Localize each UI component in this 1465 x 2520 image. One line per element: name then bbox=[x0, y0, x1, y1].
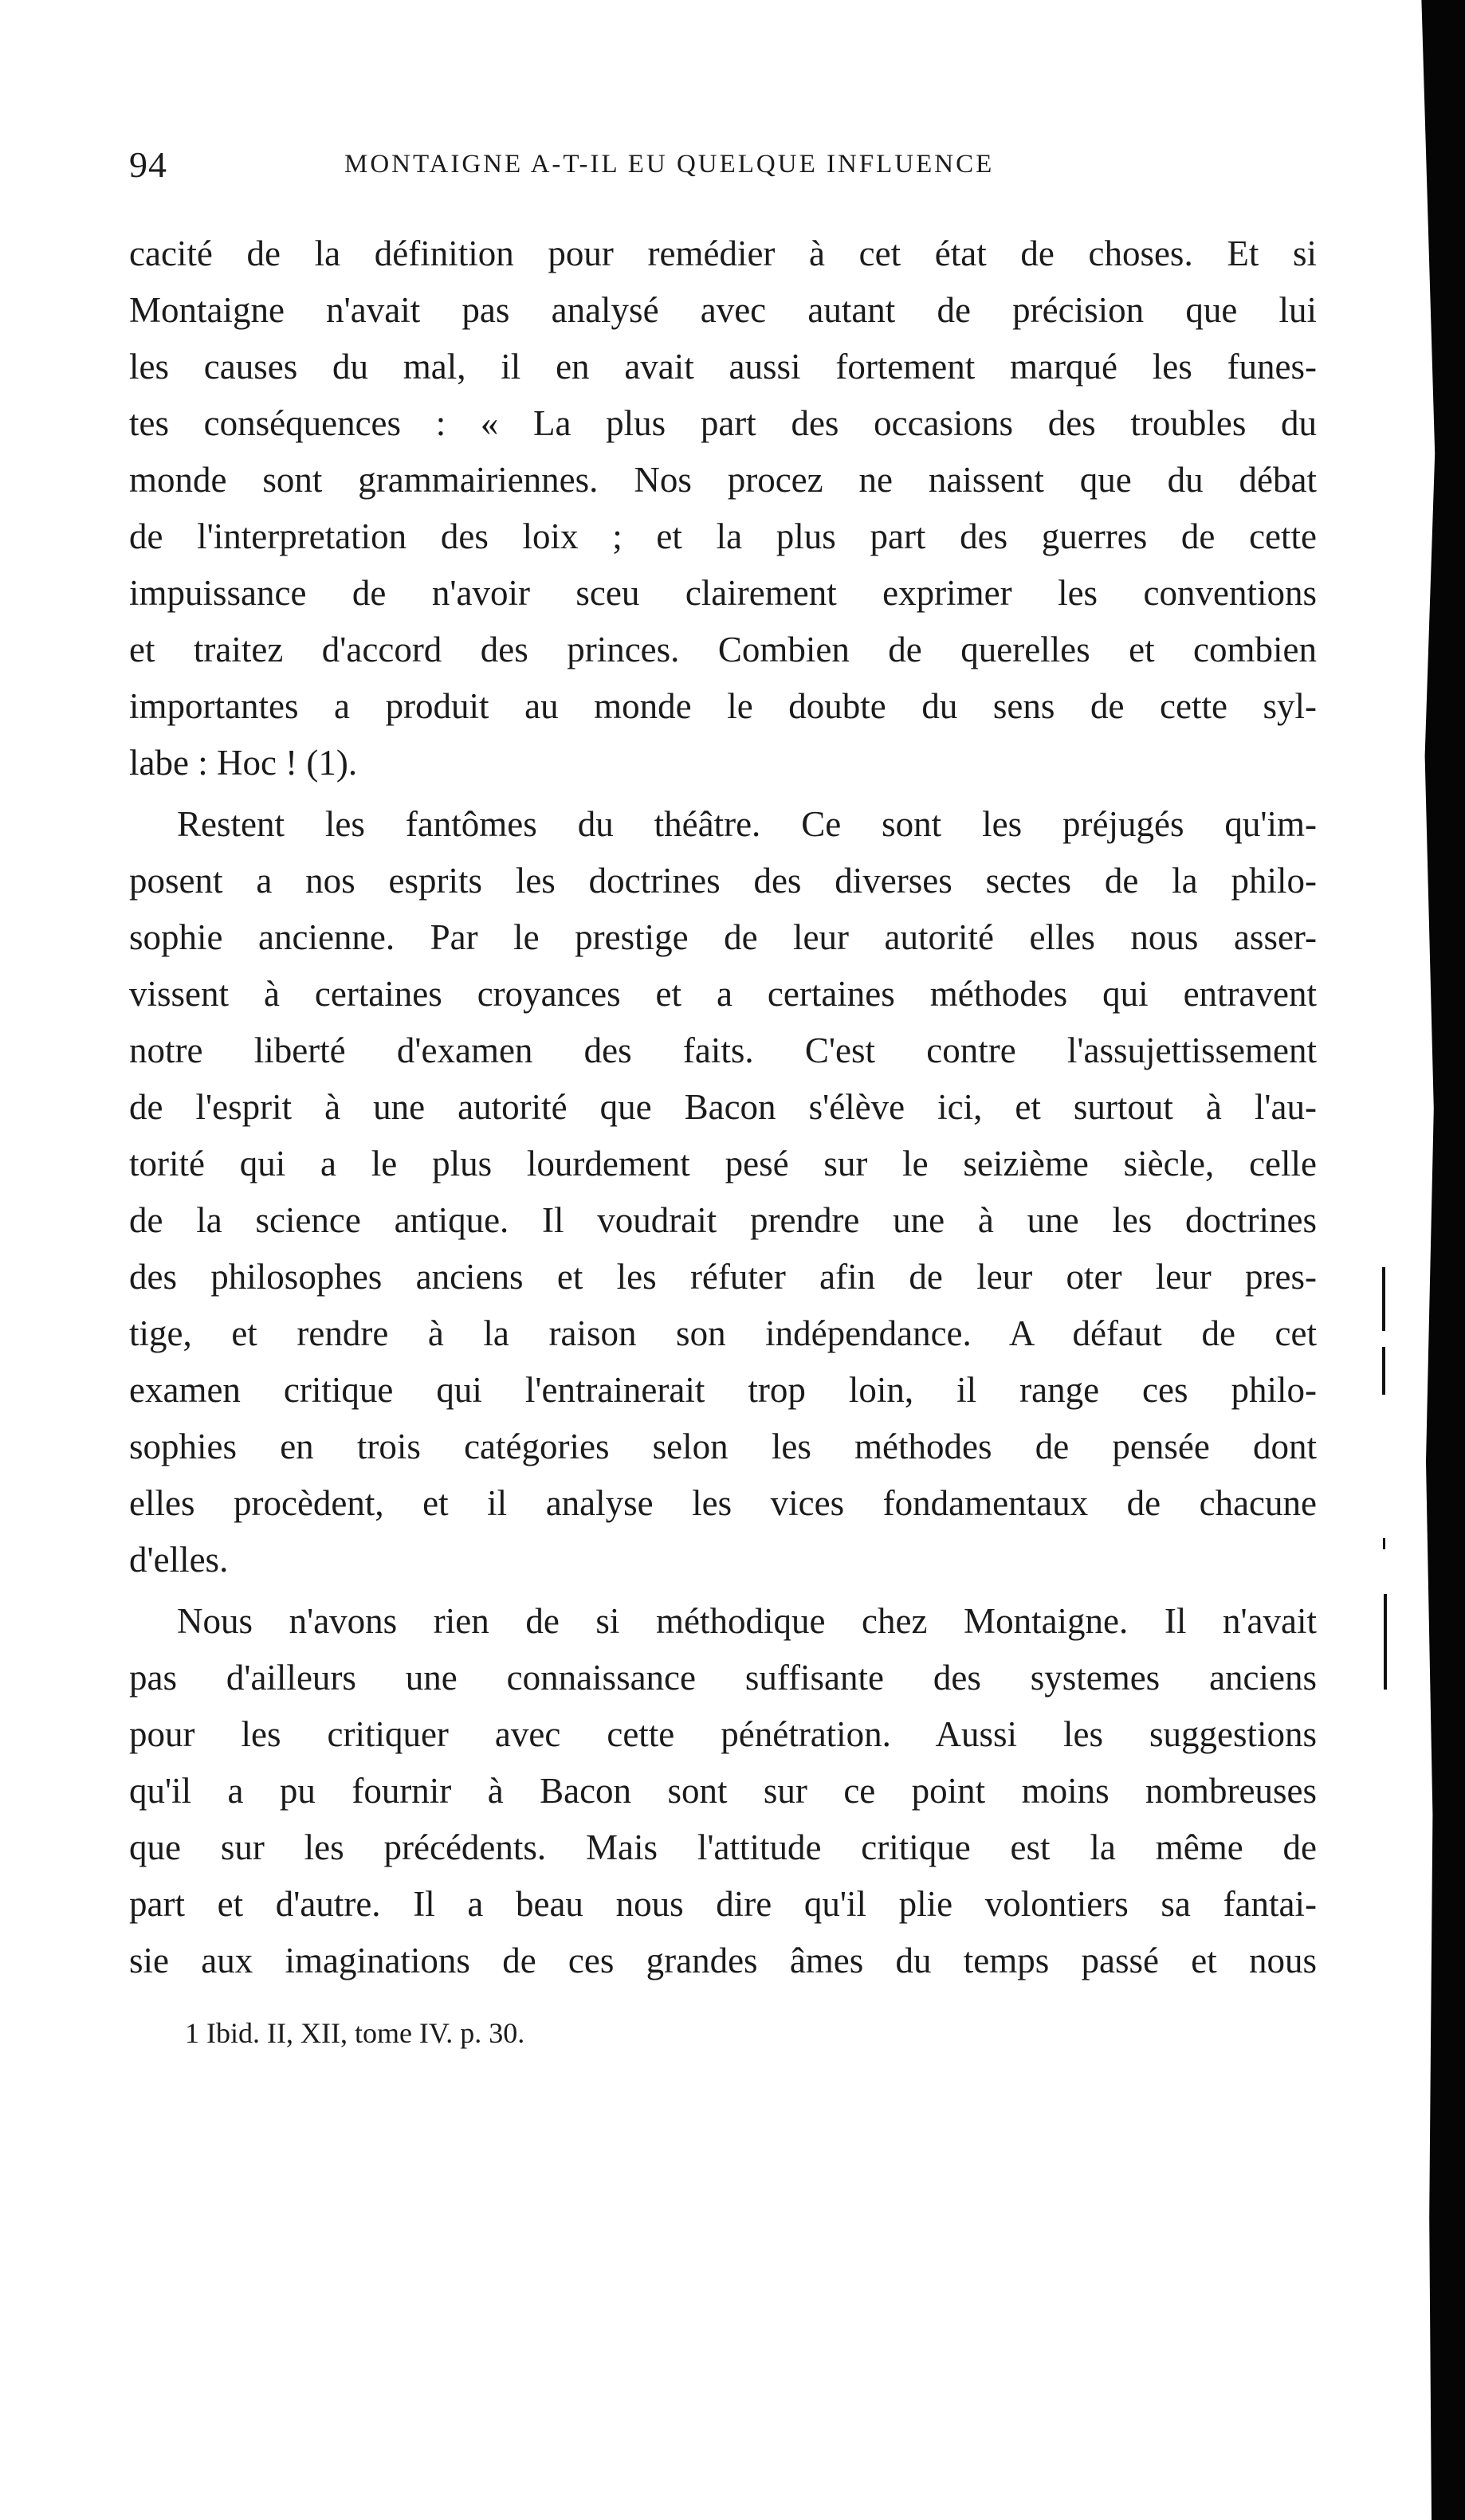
scan-artifact bbox=[1382, 1267, 1385, 1331]
text-line: tige, et rendre à la raison son indépendance. A défaut de cet bbox=[129, 1313, 1317, 1353]
text-line: notre liberté d'examen des faits. C'est contre l'assujettissement bbox=[129, 1030, 1317, 1070]
paragraph bbox=[129, 226, 1317, 791]
text-line: vissent à certaines croyances et a certaines méthodes qui entravent bbox=[129, 974, 1317, 1014]
text-line: elles procèdent, et il analyse les vices fondamentaux de chacune bbox=[129, 1483, 1317, 1523]
text-line: et traitez d'accord des princes. Combien de querelles et combien bbox=[129, 630, 1317, 669]
text-line: examen critique qui l'entrainerait trop loin, il range ces philo- bbox=[129, 1370, 1317, 1410]
text-line: cacité de la définition pour remédier à cet état de choses. Et si bbox=[129, 234, 1317, 273]
text-line: torité qui a le plus lourdement pesé sur le seizième siècle, celle bbox=[129, 1144, 1317, 1183]
text-line: des philosophes anciens et les réfuter afin de leur oter leur pres- bbox=[129, 1257, 1317, 1297]
text-line: d'elles. bbox=[129, 1540, 229, 1580]
scan-artifact bbox=[1384, 1594, 1387, 1690]
text-line: Nous n'avons rien de si méthodique chez Montaigne. Il n'avait bbox=[177, 1601, 1317, 1641]
text-line: pas d'ailleurs une connaissance suffisante des systemes anciens bbox=[129, 1658, 1317, 1698]
text-line: sophie ancienne. Par le prestige de leur autorité elles nous asser- bbox=[129, 917, 1317, 957]
text-line: les causes du mal, il en avait aussi fortement marqué les funes- bbox=[129, 347, 1317, 387]
page-header bbox=[129, 143, 1317, 199]
text-line: que sur les précédents. Mais l'attitude critique est la même de bbox=[129, 1827, 1317, 1867]
page-number: 94 bbox=[129, 144, 167, 185]
text-line: qu'il a pu fournir à Bacon sont sur ce point moins nombreuses bbox=[129, 1771, 1317, 1811]
text-line: labe : Hoc ! (1). bbox=[129, 743, 358, 783]
scan-artifact bbox=[1382, 1347, 1385, 1395]
text-line: de la science antique. Il voudrait prendre une à une les doctrines bbox=[129, 1200, 1317, 1240]
scan-artifact bbox=[1383, 1538, 1385, 1549]
body-text bbox=[129, 226, 1317, 1989]
running-head: MONTAIGNE A-T-IL EU QUELQUE INFLUENCE bbox=[344, 150, 995, 179]
text-line: tes conséquences : « La plus part des occasions des troubles du bbox=[129, 403, 1317, 443]
text-line: pour les critiquer avec cette pénétration. Aussi les suggestions bbox=[129, 1714, 1317, 1754]
text-line: impuissance de n'avoir sceu clairement exprimer les conventions bbox=[129, 573, 1317, 613]
text-line: importantes a produit au monde le doubte du sens de cette syl- bbox=[129, 686, 1317, 726]
text-line: part et d'autre. Il a beau nous dire qu'il plie volontiers sa fantai- bbox=[129, 1884, 1317, 1924]
scan-border bbox=[1409, 0, 1465, 2520]
text-line: Montaigne n'avait pas analysé avec autant de précision que lui bbox=[129, 290, 1317, 330]
text-line: Restent les fantômes du théâtre. Ce sont les préjugés qu'im- bbox=[177, 804, 1317, 844]
text-line: sophies en trois catégories selon les méthodes de pensée dont bbox=[129, 1427, 1317, 1466]
text-line: sie aux imaginations de ces grandes âmes du temps passé et nous bbox=[129, 1941, 1317, 1980]
paragraph bbox=[129, 796, 1317, 1588]
text-line: de l'esprit à une autorité que Bacon s'élève ici, et surtout à l'au- bbox=[129, 1087, 1317, 1127]
text-line: de l'interpretation des loix ; et la plus part des guerres de cette bbox=[129, 516, 1317, 556]
text-line: monde sont grammairiennes. Nos procez ne naissent que du débat bbox=[129, 460, 1317, 500]
text-line: posent a nos esprits les doctrines des diverses sectes de la philo- bbox=[129, 861, 1317, 901]
footnote: 1 Ibid. II, XII, tome IV. p. 30. bbox=[185, 2017, 525, 2049]
paragraph bbox=[129, 1593, 1317, 1989]
